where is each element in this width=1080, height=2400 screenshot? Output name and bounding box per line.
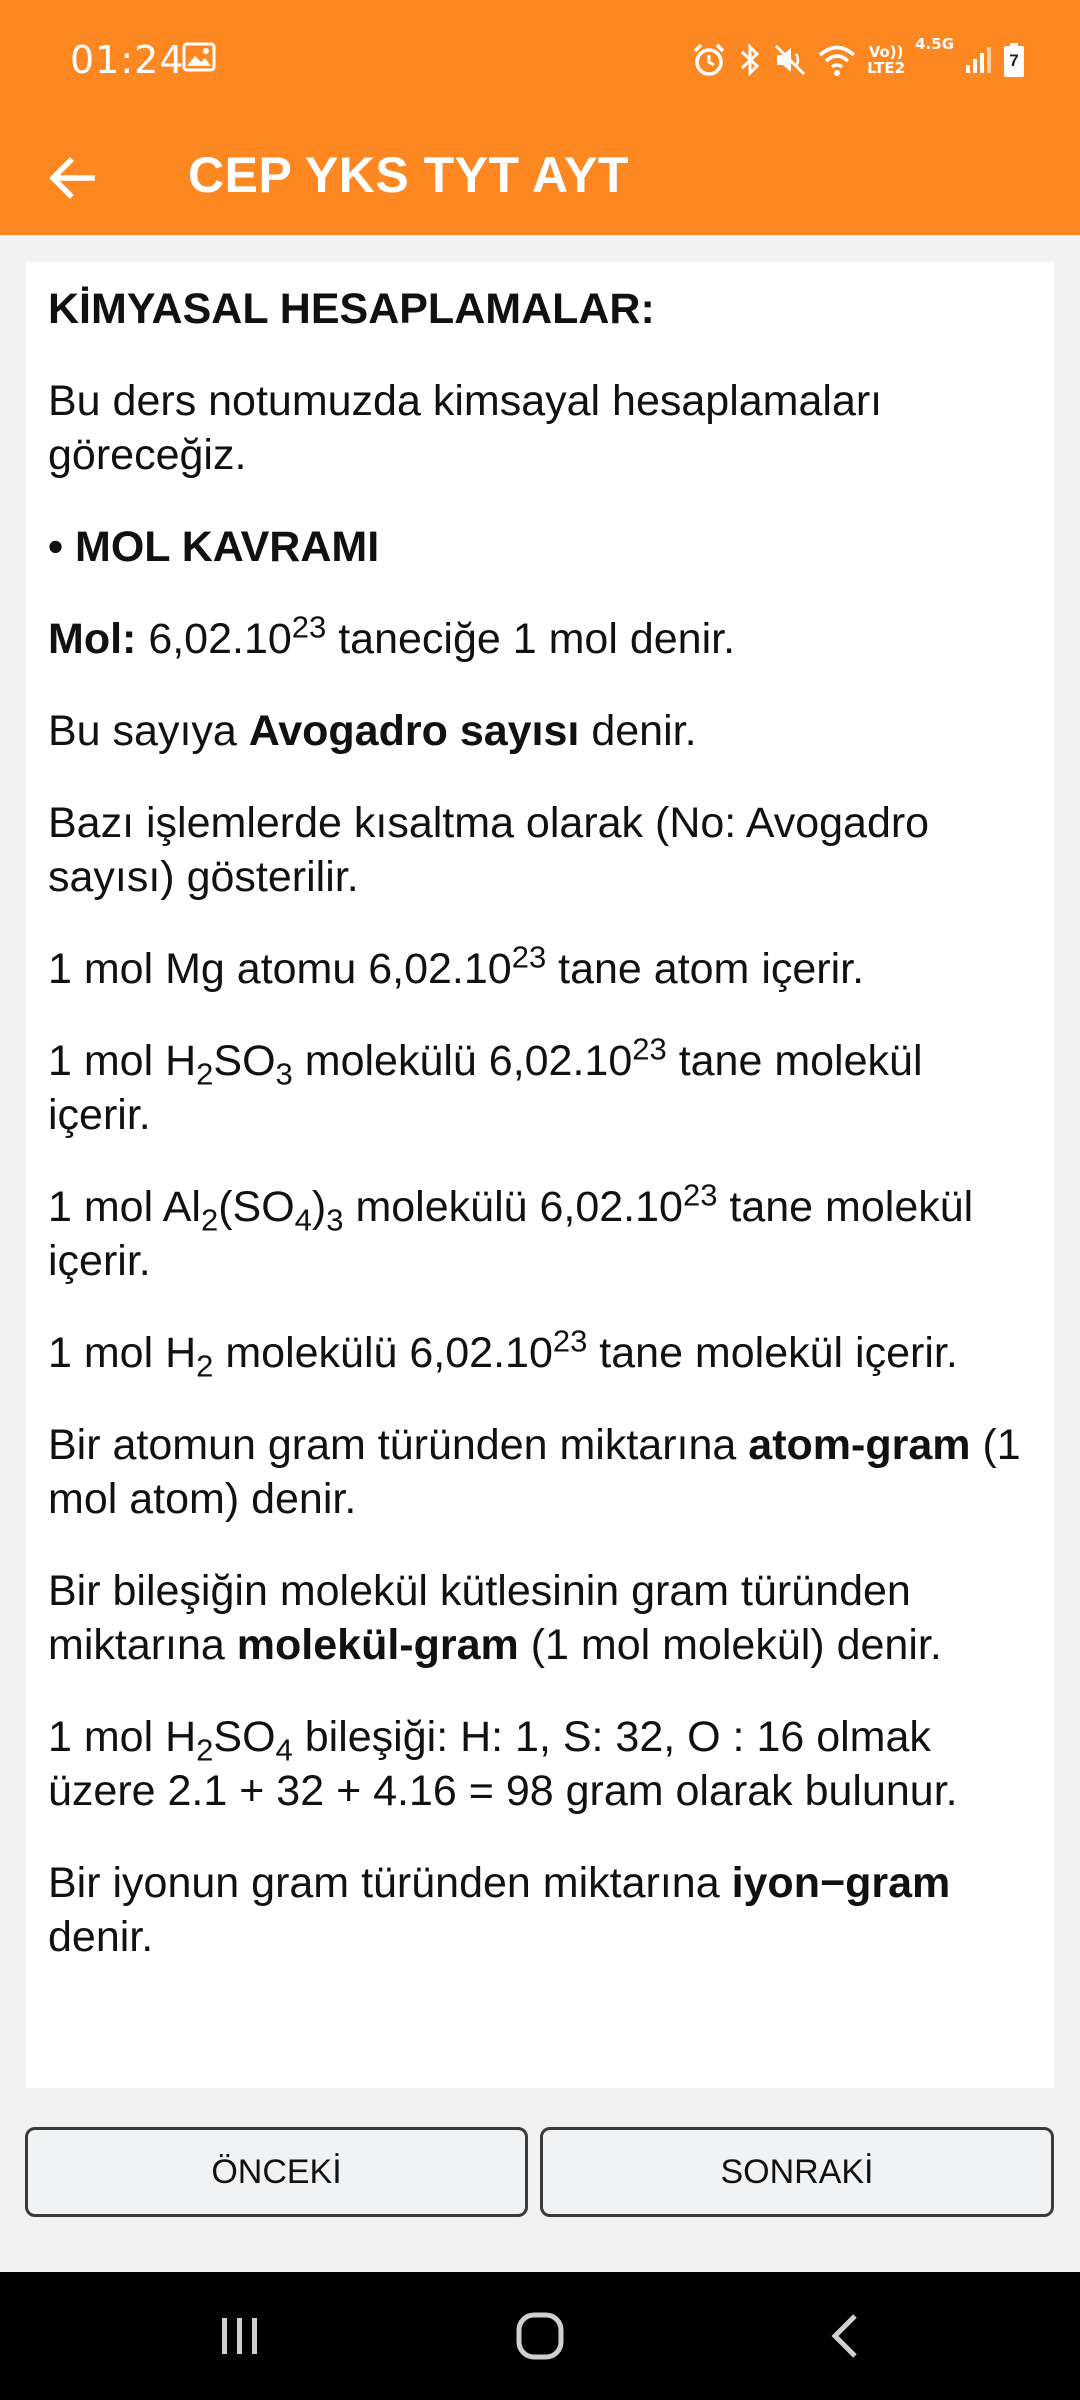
al-post: tane molekül içerir. — [48, 1183, 974, 1285]
molgram-term: molekül-gram — [236, 1621, 519, 1669]
app-bar — [0, 118, 1080, 235]
iyongram-pre: Bir iyonun gram türünden miktarına — [48, 1859, 720, 1907]
signal-icon — [964, 45, 994, 75]
al-mid: (SO — [218, 1183, 295, 1231]
h2so3-exponent: 23 — [632, 1031, 667, 1067]
mg-exponent: 23 — [511, 939, 547, 975]
h2so3-mid: SO — [213, 1037, 276, 1085]
h2so3-post: tane molekül içerir. — [48, 1037, 923, 1139]
mute-icon — [773, 42, 807, 78]
battery-icon — [1004, 43, 1024, 77]
molgram-paragraph — [48, 1564, 1032, 1672]
h2-paragraph — [48, 1323, 1032, 1384]
iyongram-term: iyon−gram — [731, 1859, 951, 1907]
atomgram-term: atom-gram — [748, 1421, 971, 1469]
h2so3-paragraph — [48, 1031, 1032, 1142]
h2so4-sub1: 2 — [196, 1732, 214, 1768]
al-mid2: molekülü 6,02.10 — [355, 1183, 683, 1231]
al-sub2: 4 — [294, 1202, 312, 1238]
al-sub1: 2 — [200, 1202, 219, 1238]
al-close: ) — [311, 1183, 327, 1231]
next-button[interactable]: SONRAKİ — [540, 2127, 1054, 2217]
back-icon — [829, 2312, 861, 2360]
arrow-left-icon — [48, 156, 96, 200]
h2-pre: 1 mol H — [48, 1329, 197, 1377]
back-button[interactable] — [30, 136, 114, 220]
page-title: CEP YKS TYT AYT — [188, 147, 629, 203]
h2-post: tane molekül içerir. — [599, 1329, 958, 1377]
network-volte: Vo)) — [868, 43, 904, 61]
h2so3-sub2: 3 — [275, 1056, 293, 1092]
al-paragraph — [48, 1177, 1032, 1288]
content-card[interactable] — [26, 262, 1054, 2088]
h2so4-pre: 1 mol H — [48, 1713, 197, 1761]
h2so4-post: bileşiği: H: 1, S: 32, O : 16 olmak üzere 2.1 + 32 + 4.16 = 98 gram olarak bulunur. — [48, 1713, 958, 1815]
atomgram-paragraph — [48, 1418, 1032, 1526]
avogadro-paragraph — [48, 704, 1032, 758]
avogadro-pre: Bu sayıya — [48, 707, 237, 755]
alarm-icon — [691, 42, 727, 78]
iyongram-post: denir. — [48, 1913, 154, 1961]
bluetooth-icon — [737, 42, 763, 78]
section-title: • MOL KAVRAMI — [48, 523, 380, 571]
molgram-pre: Bir bileşiğin molekül kütlesinin gram türünden miktarına — [48, 1567, 911, 1669]
home-button[interactable] — [465, 2272, 615, 2400]
intro-paragraph: Bu ders notumuzda kimsayal hesaplamaları göreceğiz. — [48, 377, 883, 479]
atomgram-pre: Bir atomun gram türünden miktarına — [48, 1421, 737, 1469]
recent-apps-button[interactable] — [165, 2272, 315, 2400]
h2so4-sub2: 4 — [275, 1732, 293, 1768]
avogadro-post: denir. — [591, 707, 697, 755]
al-sub3: 3 — [326, 1202, 344, 1238]
home-icon — [515, 2311, 565, 2361]
mg-post: tane atom içerir. — [558, 945, 865, 993]
battery-level: 7 — [1009, 51, 1019, 70]
gallery-icon — [182, 42, 216, 72]
status-bar — [0, 0, 1080, 118]
h2-mid: molekülü 6,02.10 — [225, 1329, 553, 1377]
mol-exponent: 23 — [291, 609, 327, 645]
network-lte: LTE2 — [867, 59, 906, 77]
mol-tail: taneciğe 1 mol denir. — [338, 615, 736, 663]
h2so3-sub1: 2 — [196, 1056, 214, 1092]
al-pre: 1 mol Al — [48, 1183, 201, 1231]
avogadro-term: Avogadro sayısı — [248, 707, 580, 755]
mg-pre: 1 mol Mg atomu 6,02.10 — [48, 945, 512, 993]
h2-sub1: 2 — [196, 1348, 214, 1384]
h2so3-mid2: molekülü 6,02.10 — [304, 1037, 633, 1085]
h2-exponent: 23 — [552, 1323, 588, 1359]
status-time: 01:24 — [70, 38, 185, 82]
system-back-button[interactable] — [770, 2272, 920, 2400]
h2so3-pre: 1 mol H — [48, 1037, 197, 1085]
h2so4-paragraph — [48, 1710, 1032, 1818]
mg-paragraph — [48, 939, 1032, 996]
network-status — [867, 44, 905, 76]
mol-definition — [48, 609, 1032, 666]
iyongram-paragraph — [48, 1856, 1032, 1964]
mol-value: 6,02.10 — [148, 615, 292, 663]
recent-apps-icon — [218, 2316, 262, 2356]
mol-label: Mol: — [48, 615, 137, 663]
system-nav-bar — [0, 2272, 1080, 2400]
article-heading: KİMYASAL HESAPLAMALAR: — [48, 285, 655, 333]
molgram-post: (1 mol molekül) denir. — [530, 1621, 942, 1669]
article — [26, 262, 1054, 1964]
no-paragraph: Bazı işlemlerde kısaltma olarak (No: Avogadro sayısı) gösterilir. — [48, 799, 930, 901]
atomgram-post: (1 mol atom) denir. — [48, 1421, 1021, 1523]
h2so4-mid: SO — [213, 1713, 276, 1761]
network-type: 4.5G — [915, 35, 954, 53]
al-exponent: 23 — [682, 1177, 718, 1213]
wifi-icon — [817, 43, 857, 77]
previous-button[interactable]: ÖNCEKİ — [25, 2127, 528, 2217]
